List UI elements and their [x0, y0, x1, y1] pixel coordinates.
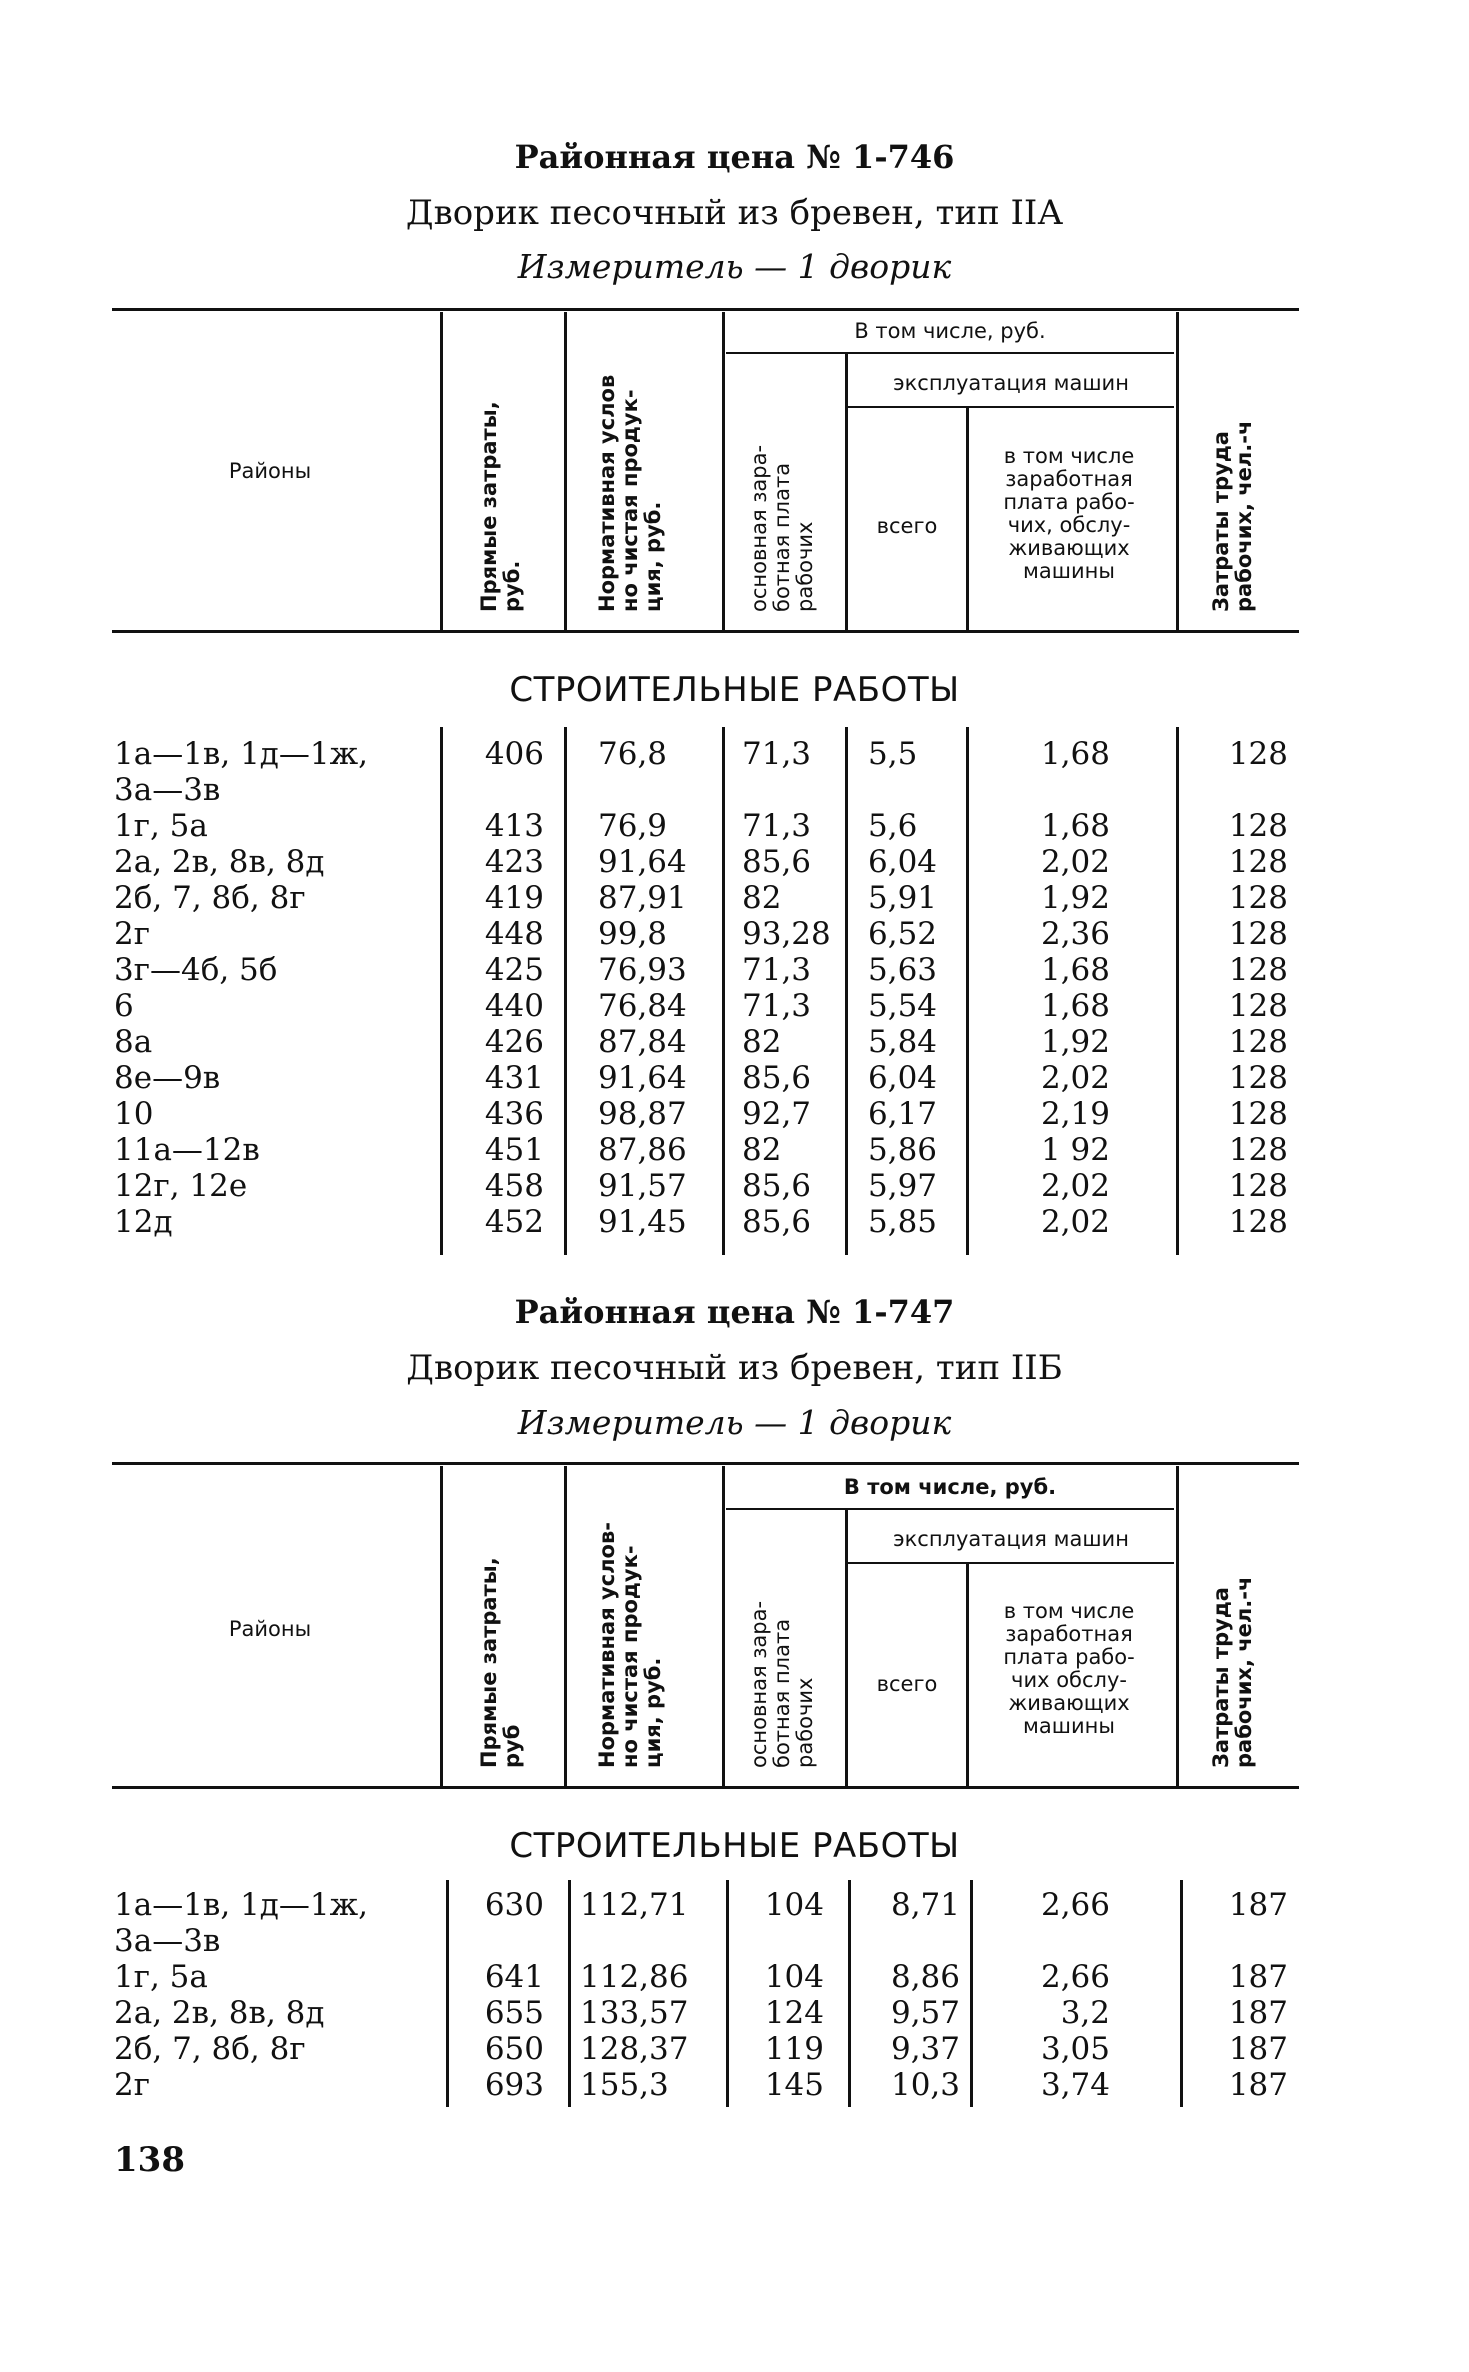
- cell-c2: 76,84: [598, 988, 687, 1024]
- table2-vline-3: [722, 1466, 725, 1786]
- row-name: 2г: [114, 2067, 150, 2103]
- row-name: 1г, 5а: [114, 808, 208, 844]
- row-name: 3г—4б, 5б: [114, 952, 278, 988]
- row-name: 2б, 7, 8б, 8г: [114, 880, 306, 916]
- table1-body-vline-6: [1176, 727, 1179, 1255]
- cell-c3: 85,6: [742, 1060, 812, 1096]
- row-name: 1а—1в, 1д—1ж,: [114, 736, 368, 772]
- cell-c5: 2,66: [1040, 1959, 1110, 1995]
- table2-unit: Измеритель — 1 дворик: [517, 1403, 952, 1442]
- cell-c6: 187: [1228, 1995, 1288, 2031]
- table2-vline-4: [845, 1510, 848, 1786]
- table2-body-vline-2: [568, 1880, 571, 2107]
- table2-header-labor: Затраты труда рабочих, чел.-ч: [1209, 1576, 1256, 1768]
- cell-c3: 82: [742, 1024, 782, 1060]
- cell-c4: 6,52: [868, 916, 938, 952]
- table2-ekspl-rule: [848, 1562, 1174, 1564]
- cell-c3: 104: [764, 1959, 824, 1995]
- cell-c6: 187: [1228, 1887, 1288, 1923]
- cell-c6: 128: [1228, 1060, 1288, 1096]
- cell-c2: 98,87: [598, 1096, 687, 1132]
- cell-c1: 436: [484, 1096, 544, 1132]
- cell-c6: 128: [1228, 844, 1288, 880]
- table2-vline-1: [440, 1466, 443, 1786]
- cell-c3: 124: [764, 1995, 824, 2031]
- cell-c3: 104: [764, 1887, 824, 1923]
- cell-c1: 406: [484, 736, 544, 772]
- table2-incl-rule: [726, 1508, 1174, 1510]
- cell-c5: 2,02: [1040, 1204, 1110, 1240]
- table1-header-incl: В том числе, руб.: [854, 319, 1046, 343]
- table1-header-vsego: всего: [876, 514, 938, 538]
- cell-c4: 9,37: [890, 2031, 960, 2067]
- table1-header-rule: [112, 630, 1299, 633]
- cell-c3: 85,6: [742, 1168, 812, 1204]
- row-name: 2а, 2в, 8в, 8д: [114, 1995, 325, 2031]
- cell-c6: 128: [1228, 952, 1288, 988]
- cell-c2: 87,91: [598, 880, 687, 916]
- cell-c4: 5,97: [868, 1168, 938, 1204]
- cell-c5: 2,02: [1040, 844, 1110, 880]
- table1-title: Районная цена № 1-746: [514, 138, 955, 176]
- table1-vline-6: [1176, 312, 1179, 630]
- cell-c3: 119: [764, 2031, 824, 2067]
- table2-vline-2: [564, 1466, 567, 1786]
- table2-body-vline-4: [848, 1880, 851, 2107]
- cell-c6: 187: [1228, 2031, 1288, 2067]
- row-name: 11а—12в: [114, 1132, 260, 1168]
- cell-c3: 85,6: [742, 1204, 812, 1240]
- cell-c5: 2,19: [1040, 1096, 1110, 1132]
- cell-c1: 423: [484, 844, 544, 880]
- cell-c3: 145: [764, 2067, 824, 2103]
- cell-c6: 128: [1228, 1204, 1288, 1240]
- cell-c5: 1 92: [1040, 1132, 1110, 1168]
- cell-c6: 187: [1228, 1959, 1288, 1995]
- table1-header-ekspl: эксплуатация машин: [893, 371, 1129, 395]
- cell-c6: 128: [1228, 1132, 1288, 1168]
- cell-c2: 112,71: [580, 1887, 689, 1923]
- cell-c1: 655: [484, 1995, 544, 2031]
- cell-c5: 2,66: [1040, 1887, 1110, 1923]
- cell-c4: 10,3: [890, 2067, 960, 2103]
- cell-c4: 6,04: [868, 1060, 938, 1096]
- cell-c1: 440: [484, 988, 544, 1024]
- cell-c2: 91,64: [598, 1060, 687, 1096]
- cell-c6: 128: [1228, 916, 1288, 952]
- cell-c1: 458: [484, 1168, 544, 1204]
- table2-subtitle: Дворик песочный из бревен, тип IIБ: [406, 1348, 1063, 1388]
- cell-c1: 630: [484, 1887, 544, 1923]
- cell-c2: 91,45: [598, 1204, 687, 1240]
- table1-body-vline-1: [440, 727, 443, 1255]
- cell-c6: 128: [1228, 1024, 1288, 1060]
- row-name: 2г: [114, 916, 150, 952]
- table2-header-base: основная зара- ботная плата рабочих: [747, 1600, 817, 1768]
- cell-c2: 99,8: [598, 916, 668, 952]
- table2-header-incl-wage: в том числе заработная плата рабо- чих обслу- живающих машины: [1003, 1599, 1135, 1738]
- cell-c5: 2,02: [1040, 1060, 1110, 1096]
- cell-c3: 85,6: [742, 844, 812, 880]
- row-name: 1а—1в, 1д—1ж,: [114, 1887, 368, 1923]
- cell-c4: 9,57: [890, 1995, 960, 2031]
- table1-vline-3: [722, 312, 725, 630]
- cell-c3: 71,3: [742, 988, 812, 1024]
- cell-c3: 82: [742, 1132, 782, 1168]
- cell-c1: 425: [484, 952, 544, 988]
- cell-c4: 5,84: [868, 1024, 938, 1060]
- cell-c1: 452: [484, 1204, 544, 1240]
- cell-c5: 3,2: [1060, 1995, 1110, 2031]
- cell-c5: 2,36: [1040, 916, 1110, 952]
- table2-header-rayony: Районы: [228, 1617, 312, 1641]
- cell-c3: 71,3: [742, 952, 812, 988]
- cell-c1: 419: [484, 880, 544, 916]
- cell-c6: 128: [1228, 988, 1288, 1024]
- table2-body-vline-6: [1180, 1880, 1183, 2107]
- table2-vline-6: [1176, 1466, 1179, 1786]
- table2-header-vsego: всего: [876, 1672, 938, 1696]
- cell-c2: 155,3: [580, 2067, 669, 2103]
- table1-incl-rule: [726, 352, 1174, 354]
- cell-c5: 1,68: [1040, 808, 1110, 844]
- table2-title: Районная цена № 1-747: [514, 1293, 955, 1331]
- cell-c2: 76,93: [598, 952, 687, 988]
- cell-c6: 187: [1228, 2067, 1288, 2103]
- cell-c2: 112,86: [580, 1959, 689, 1995]
- table2-header-norm: Нормативная услов- но чистая продук- ция, руб.: [595, 1522, 665, 1768]
- cell-c3: 82: [742, 880, 782, 916]
- table2-header-rule: [112, 1786, 1299, 1789]
- cell-c2: 87,86: [598, 1132, 687, 1168]
- cell-c5: 2,02: [1040, 1168, 1110, 1204]
- cell-c3: 92,7: [742, 1096, 812, 1132]
- table2-section-title: СТРОИТЕЛЬНЫЕ РАБОТЫ: [509, 1826, 960, 1866]
- row-name: 6: [114, 988, 134, 1024]
- cell-c4: 5,54: [868, 988, 938, 1024]
- table1-vline-2: [564, 312, 567, 630]
- cell-c6: 128: [1228, 880, 1288, 916]
- cell-c5: 3,05: [1040, 2031, 1110, 2067]
- table1-header-norm: Нормативная услов но чистая продук- ция, руб.: [595, 374, 665, 612]
- table1-vline-5: [966, 408, 969, 630]
- cell-c2: 91,64: [598, 844, 687, 880]
- row-name: 8а: [114, 1024, 153, 1060]
- cell-c4: 8,71: [890, 1887, 960, 1923]
- row-name: 2б, 7, 8б, 8г: [114, 2031, 306, 2067]
- table2-vline-5: [966, 1564, 969, 1786]
- cell-c5: 1,68: [1040, 736, 1110, 772]
- cell-c3: 93,28: [742, 916, 831, 952]
- cell-c4: 5,85: [868, 1204, 938, 1240]
- table1-header-labor: Затраты труда рабочих, чел.-ч: [1209, 420, 1256, 612]
- table1-vline-4: [845, 354, 848, 630]
- table1-section-title: СТРОИТЕЛЬНЫЕ РАБОТЫ: [509, 670, 960, 710]
- cell-c5: 3,74: [1040, 2067, 1110, 2103]
- cell-c2: 133,57: [580, 1995, 689, 2031]
- table1-unit: Измеритель — 1 дворик: [517, 247, 952, 286]
- cell-c2: 128,37: [580, 2031, 689, 2067]
- cell-c6: 128: [1228, 1096, 1288, 1132]
- cell-c2: 87,84: [598, 1024, 687, 1060]
- table2-header-ekspl: эксплуатация машин: [893, 1527, 1129, 1551]
- row-name: 12д: [114, 1204, 173, 1240]
- cell-c5: 1,92: [1040, 1024, 1110, 1060]
- table2-body-vline-1: [446, 1880, 449, 2107]
- cell-c1: 413: [484, 808, 544, 844]
- cell-c4: 8,86: [890, 1959, 960, 1995]
- cell-c2: 76,8: [598, 736, 668, 772]
- table2-top-rule: [112, 1462, 1299, 1465]
- table1-ekspl-rule: [848, 406, 1174, 408]
- cell-c6: 128: [1228, 1168, 1288, 1204]
- table1-header-base: основная зара- ботная плата рабочих: [747, 444, 817, 612]
- cell-c2: 91,57: [598, 1168, 687, 1204]
- table1-subtitle: Дворик песочный из бревен, тип IIА: [405, 193, 1064, 233]
- page-number: 138: [114, 2140, 185, 2180]
- table1-header-direct: Прямые затраты, руб.: [477, 401, 524, 612]
- cell-c2: 76,9: [598, 808, 668, 844]
- row-name: 1г, 5а: [114, 1959, 208, 1995]
- cell-c6: 128: [1228, 736, 1288, 772]
- cell-c1: 431: [484, 1060, 544, 1096]
- table1-vline-1: [440, 312, 443, 630]
- cell-c5: 1,68: [1040, 988, 1110, 1024]
- cell-c3: 71,3: [742, 808, 812, 844]
- row-name: 10: [114, 1096, 154, 1132]
- cell-c1: 650: [484, 2031, 544, 2067]
- cell-c1: 451: [484, 1132, 544, 1168]
- table2-header-direct: Прямые затраты, руб: [477, 1557, 524, 1768]
- cell-c4: 6,17: [868, 1096, 938, 1132]
- table2-body-vline-3: [726, 1880, 729, 2107]
- row-name: 2а, 2в, 8в, 8д: [114, 844, 325, 880]
- table1-top-rule: [112, 308, 1299, 311]
- cell-c4: 5,86: [868, 1132, 938, 1168]
- cell-c1: 693: [484, 2067, 544, 2103]
- cell-c4: 5,5: [868, 736, 918, 772]
- cell-c1: 448: [484, 916, 544, 952]
- cell-c6: 128: [1228, 808, 1288, 844]
- cell-c4: 5,6: [868, 808, 918, 844]
- table2-header-incl: В том числе, руб.: [843, 1475, 1057, 1499]
- row-name: 8е—9в: [114, 1060, 221, 1096]
- cell-c5: 1,68: [1040, 952, 1110, 988]
- cell-c1: 641: [484, 1959, 544, 1995]
- cell-c1: 426: [484, 1024, 544, 1060]
- cell-c4: 6,04: [868, 844, 938, 880]
- table1-header-incl-wage: в том числе заработная плата рабо- чих, обслу- живающих машины: [1003, 444, 1135, 583]
- table2-body-vline-5: [970, 1880, 973, 2107]
- table1-body-vline-2: [564, 727, 567, 1255]
- row-name: 12г, 12е: [114, 1168, 248, 1204]
- cell-c4: 5,63: [868, 952, 938, 988]
- cell-c3: 71,3: [742, 736, 812, 772]
- cell-c4: 5,91: [868, 880, 938, 916]
- row-name-continued: 3а—3в: [114, 1923, 221, 1959]
- cell-c5: 1,92: [1040, 880, 1110, 916]
- table1-header-rayony: Районы: [228, 459, 312, 483]
- row-name-continued: 3а—3в: [114, 772, 221, 808]
